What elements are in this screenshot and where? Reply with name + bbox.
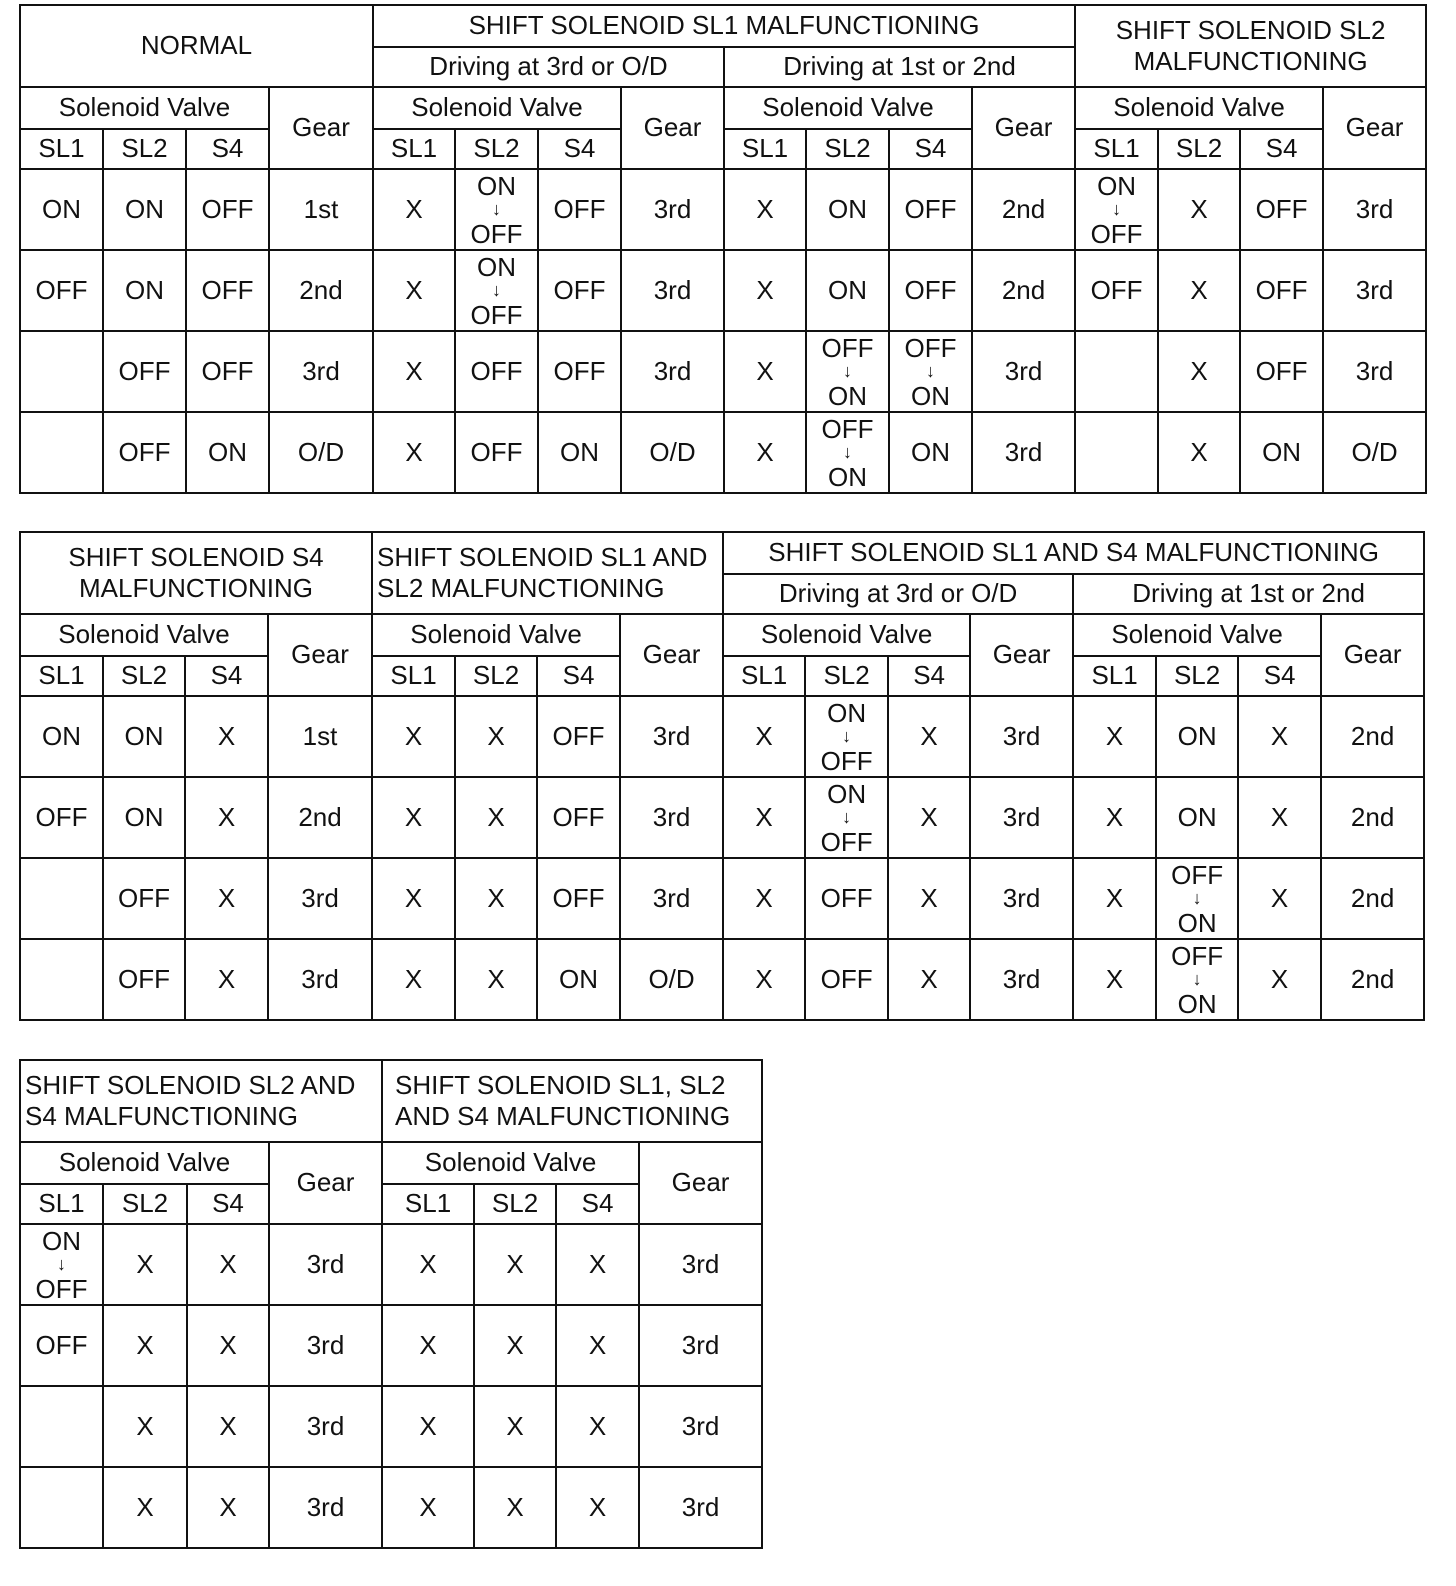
table-cell: ON (1156, 696, 1238, 777)
table-cell: 3rd (268, 939, 372, 1020)
table-cell: 2nd (269, 250, 373, 331)
sl1-col-header: SL1 (20, 656, 103, 696)
table-cell: OFF (103, 412, 186, 493)
table-cell: X (103, 1224, 187, 1305)
sl2-malfunction-title: SHIFT SOLENOID SL2 MALFUNCTIONING (1075, 5, 1426, 87)
table-cell: ON (103, 777, 185, 858)
s4-col-header: S4 (187, 1184, 269, 1224)
from-state: ON (477, 170, 516, 201)
arrow-down-icon: ↓ (843, 441, 852, 462)
table-cell: 2nd (1321, 858, 1424, 939)
table-cell (1156, 858, 1238, 939)
from-state: OFF (1171, 859, 1224, 890)
sl1-malfunction-title: SHIFT SOLENOID SL1 MALFUNCTIONING (373, 5, 1075, 47)
arrow-down-icon: ↓ (926, 360, 935, 381)
table-cell (20, 412, 103, 493)
solenoid-valve-header: Solenoid Valve (20, 614, 268, 656)
table-row (20, 169, 1426, 250)
gear-header: Gear (639, 1142, 762, 1224)
table-cell: X (455, 696, 537, 777)
solenoid-valve-header: Solenoid Valve (1075, 87, 1323, 129)
table-cell: OFF (537, 858, 620, 939)
table-cell: OFF (805, 939, 888, 1020)
s4-col-header: S4 (889, 129, 972, 169)
table-cell (1156, 939, 1238, 1020)
table-cell: OFF (537, 696, 620, 777)
table-cell: X (372, 939, 455, 1020)
table-cell: X (1238, 858, 1321, 939)
table-cell: OFF (103, 331, 186, 412)
table-cell: 3rd (1323, 169, 1426, 250)
table-cell: X (1238, 939, 1321, 1020)
table-cell: ON (103, 696, 185, 777)
table-cell: OFF (1240, 169, 1323, 250)
from-state: ON (477, 251, 516, 282)
table-row (20, 1467, 762, 1548)
table-cell: X (724, 250, 806, 331)
table-cell (20, 858, 103, 939)
state-transition (35, 1225, 88, 1304)
table-cell: OFF (103, 858, 185, 939)
table-cell: X (474, 1224, 556, 1305)
table-cell: X (474, 1467, 556, 1548)
gear-header: Gear (620, 614, 723, 696)
to-state: OFF (820, 745, 873, 776)
table-row (20, 1386, 762, 1467)
table-cell: X (373, 412, 455, 493)
table-cell: 3rd (268, 858, 372, 939)
table-cell: OFF (889, 169, 972, 250)
from-state: ON (827, 697, 867, 728)
table-cell: 3rd (621, 250, 724, 331)
table-cell: X (888, 777, 970, 858)
solenoid-valve-header: Solenoid Valve (20, 87, 269, 129)
table-cell: 3rd (639, 1224, 762, 1305)
gear-header: Gear (972, 87, 1075, 169)
table-cell (20, 1224, 103, 1305)
table-cell: X (187, 1386, 269, 1467)
table-cell: OFF (186, 250, 269, 331)
table-cell: X (888, 939, 970, 1020)
table-cell: X (103, 1305, 187, 1386)
sl1-sl2-s4-malfunction-title: SHIFT SOLENOID SL1, SL2 AND S4 MALFUNCTIONING (382, 1060, 762, 1142)
table-row (20, 696, 1424, 777)
table-cell: X (556, 1224, 639, 1305)
sl1s4-subheader-1st-2nd: Driving at 1st or 2nd (1073, 574, 1424, 614)
arrow-down-icon: ↓ (842, 725, 852, 746)
table-cell: 2nd (268, 777, 372, 858)
table-cell: X (1073, 939, 1156, 1020)
arrow-down-icon: ↓ (1112, 198, 1122, 219)
solenoid-valve-header: Solenoid Valve (382, 1142, 639, 1184)
table-cell: O/D (1323, 412, 1426, 493)
table-cell: X (1158, 169, 1240, 250)
table-cell: 3rd (269, 1224, 382, 1305)
table-row (20, 777, 1424, 858)
state-transition (820, 697, 873, 776)
table-cell: X (382, 1467, 474, 1548)
table-cell: OFF (538, 331, 621, 412)
s4-col-header: S4 (888, 656, 970, 696)
sl2-col-header: SL2 (103, 1184, 187, 1224)
to-state: OFF (820, 826, 873, 857)
table-cell: X (474, 1305, 556, 1386)
table-cell: X (724, 331, 806, 412)
table-cell: X (455, 858, 537, 939)
gear-header: Gear (1323, 87, 1426, 169)
to-state: ON (828, 380, 867, 411)
table-cell: X (185, 696, 268, 777)
arrow-down-icon: ↓ (492, 279, 501, 300)
solenoid-valve-header: Solenoid Valve (1073, 614, 1321, 656)
table-cell: X (373, 250, 455, 331)
solenoid-valve-header: Solenoid Valve (373, 87, 621, 129)
table-cell: 3rd (269, 1386, 382, 1467)
normal-title: NORMAL (20, 5, 373, 87)
table-cell: 3rd (639, 1305, 762, 1386)
table-cell: X (455, 777, 537, 858)
table-cell (20, 331, 103, 412)
table-cell: OFF (20, 777, 103, 858)
gear-header: Gear (970, 614, 1073, 696)
solenoid-valve-header: Solenoid Valve (724, 87, 972, 129)
table-cell: X (373, 169, 455, 250)
to-state: ON (911, 380, 950, 411)
table-cell: ON (1240, 412, 1323, 493)
state-transition (820, 778, 873, 857)
table-cell: 3rd (970, 939, 1073, 1020)
table-cell: 2nd (1321, 777, 1424, 858)
table-cell (805, 696, 888, 777)
sl2-col-header: SL2 (455, 656, 537, 696)
table-cell: X (1073, 858, 1156, 939)
table-cell: 1st (268, 696, 372, 777)
table-cell: ON (538, 412, 621, 493)
table-normal-sl1-sl2 (19, 4, 1427, 494)
table-cell: X (1238, 696, 1321, 777)
sl1-s4-malfunction-title: SHIFT SOLENOID SL1 AND S4 MALFUNCTIONING (723, 532, 1424, 574)
table-cell (455, 250, 538, 331)
table-cell: ON (20, 696, 103, 777)
table-cell: X (372, 858, 455, 939)
sl2-col-header: SL2 (1158, 129, 1240, 169)
sl2-col-header: SL2 (455, 129, 538, 169)
table-cell: X (185, 777, 268, 858)
table-cell: X (1158, 250, 1240, 331)
arrow-down-icon: ↓ (1192, 968, 1202, 989)
table-cell: OFF (1240, 250, 1323, 331)
table-cell: X (724, 169, 806, 250)
table-cell: OFF (186, 169, 269, 250)
table-cell: OFF (455, 331, 538, 412)
table-cell (806, 412, 889, 493)
table-cell (1075, 412, 1158, 493)
gear-header: Gear (1321, 614, 1424, 696)
to-state: OFF (1090, 218, 1143, 249)
gear-header: Gear (269, 1142, 382, 1224)
table-cell: ON (806, 169, 889, 250)
s4-col-header: S4 (185, 656, 268, 696)
table-cell: X (185, 939, 268, 1020)
table-row (20, 1224, 762, 1305)
to-state: ON (1177, 988, 1217, 1019)
table-cell: 3rd (621, 169, 724, 250)
table-cell: X (187, 1224, 269, 1305)
s4-malfunction-title: SHIFT SOLENOID S4 MALFUNCTIONING (20, 532, 372, 614)
table-cell: 1st (269, 169, 373, 250)
sl1-subheader-3rd-od: Driving at 3rd or O/D (373, 47, 724, 87)
table-cell: X (724, 412, 806, 493)
table-cell (20, 939, 103, 1020)
table-cell (455, 169, 538, 250)
table-cell: X (382, 1224, 474, 1305)
from-state: OFF (1171, 940, 1224, 971)
table-cell: X (556, 1386, 639, 1467)
table-cell: OFF (889, 250, 972, 331)
table-row (20, 939, 1424, 1020)
table-cell: OFF (538, 250, 621, 331)
gear-header: Gear (621, 87, 724, 169)
to-state: OFF (35, 1273, 88, 1304)
to-state: ON (828, 461, 867, 492)
table-cell: 2nd (972, 169, 1075, 250)
table-cell: 3rd (620, 777, 723, 858)
state-transition (470, 251, 523, 330)
table-cell: 3rd (972, 412, 1075, 493)
table-cell: X (372, 777, 455, 858)
table-cell: 3rd (269, 1467, 382, 1548)
table-row (20, 858, 1424, 939)
sl1-col-header: SL1 (372, 656, 455, 696)
table-cell: OFF (103, 939, 185, 1020)
sl1-sl2-malfunction-title: SHIFT SOLENOID SL1 AND SL2 MALFUNCTIONING (372, 532, 723, 614)
table-cell: X (382, 1386, 474, 1467)
state-transition (821, 413, 874, 492)
table-cell: 3rd (639, 1386, 762, 1467)
table-cell: X (1158, 331, 1240, 412)
sl1-col-header: SL1 (724, 129, 806, 169)
table-cell: OFF (1075, 250, 1158, 331)
table-s4-sl1sl2-sl1s4 (19, 531, 1425, 1021)
table-cell: X (888, 696, 970, 777)
table-cell: ON (20, 169, 103, 250)
table-cell: X (187, 1467, 269, 1548)
table-cell: X (373, 331, 455, 412)
table-cell: 2nd (1321, 939, 1424, 1020)
table-cell: X (185, 858, 268, 939)
table-cell (805, 777, 888, 858)
sl1-subheader-1st-2nd: Driving at 1st or 2nd (724, 47, 1075, 87)
table-cell (20, 1386, 103, 1467)
table-cell: OFF (537, 777, 620, 858)
gear-header: Gear (268, 614, 372, 696)
table-cell: X (1158, 412, 1240, 493)
table-cell: 3rd (970, 696, 1073, 777)
table-cell: X (382, 1305, 474, 1386)
table-cell: X (103, 1467, 187, 1548)
table-cell: 3rd (970, 858, 1073, 939)
from-state: ON (42, 1225, 81, 1256)
table-cell: OFF (20, 250, 103, 331)
table-cell: X (455, 939, 537, 1020)
table-cell (1075, 331, 1158, 412)
arrow-down-icon: ↓ (57, 1253, 66, 1274)
sl2-col-header: SL2 (806, 129, 889, 169)
sl1-col-header: SL1 (382, 1184, 474, 1224)
s4-col-header: S4 (538, 129, 621, 169)
sl2-col-header: SL2 (103, 656, 185, 696)
table-cell: X (474, 1386, 556, 1467)
table-cell: O/D (620, 939, 723, 1020)
s4-col-header: S4 (556, 1184, 639, 1224)
table-cell: X (1073, 696, 1156, 777)
sl1-col-header: SL1 (1073, 656, 1156, 696)
table-cell: ON (103, 250, 186, 331)
sl2-s4-malfunction-title: SHIFT SOLENOID SL2 AND S4 MALFUNCTIONING (20, 1060, 382, 1142)
table-cell: X (888, 858, 970, 939)
table-cell: X (187, 1305, 269, 1386)
to-state: ON (1177, 907, 1217, 938)
table-cell: ON (889, 412, 972, 493)
arrow-down-icon: ↓ (492, 198, 501, 219)
solenoid-valve-header: Solenoid Valve (723, 614, 970, 656)
from-state: OFF (821, 332, 874, 363)
table-cell: ON (186, 412, 269, 493)
sl2-col-header: SL2 (474, 1184, 556, 1224)
table-cell: 3rd (621, 331, 724, 412)
table-cell: 3rd (1323, 331, 1426, 412)
table-cell: X (1073, 777, 1156, 858)
table-cell: 3rd (970, 777, 1073, 858)
table-sl2s4-all (19, 1059, 763, 1549)
table-cell: OFF (455, 412, 538, 493)
from-state: ON (1097, 170, 1137, 201)
table-cell: 3rd (620, 696, 723, 777)
from-state: OFF (821, 413, 874, 444)
table-row (20, 1305, 762, 1386)
to-state: OFF (470, 299, 523, 330)
arrow-down-icon: ↓ (842, 806, 852, 827)
table-cell (1075, 169, 1158, 250)
gear-header: Gear (269, 87, 373, 169)
state-transition (470, 170, 523, 249)
sl1-col-header: SL1 (373, 129, 455, 169)
sl1s4-subheader-3rd-od: Driving at 3rd or O/D (723, 574, 1073, 614)
to-state: OFF (470, 218, 523, 249)
table-cell: OFF (538, 169, 621, 250)
table-cell (889, 331, 972, 412)
table-row (20, 250, 1426, 331)
sl1-col-header: SL1 (723, 656, 805, 696)
table-cell: X (556, 1305, 639, 1386)
table-cell: 2nd (972, 250, 1075, 331)
table-cell: 3rd (269, 1305, 382, 1386)
table-cell: X (1238, 777, 1321, 858)
sl1-col-header: SL1 (20, 129, 103, 169)
table-cell: 3rd (269, 331, 373, 412)
table-cell: 3rd (972, 331, 1075, 412)
table-cell: X (723, 939, 805, 1020)
arrow-down-icon: ↓ (843, 360, 852, 381)
sl2-col-header: SL2 (1156, 656, 1238, 696)
sl1-col-header: SL1 (20, 1184, 103, 1224)
table-row (20, 412, 1426, 493)
s4-col-header: S4 (186, 129, 269, 169)
table-cell: OFF (805, 858, 888, 939)
table-cell: OFF (186, 331, 269, 412)
sl1-col-header: SL1 (1075, 129, 1158, 169)
state-transition (904, 332, 957, 411)
table-cell: OFF (20, 1305, 103, 1386)
solenoid-valve-header: Solenoid Valve (20, 1142, 269, 1184)
sl2-col-header: SL2 (103, 129, 186, 169)
state-transition (1171, 859, 1224, 938)
table-cell: 2nd (1321, 696, 1424, 777)
table-cell: X (372, 696, 455, 777)
s4-col-header: S4 (1238, 656, 1321, 696)
solenoid-valve-header: Solenoid Valve (372, 614, 620, 656)
arrow-down-icon: ↓ (1192, 887, 1202, 908)
table-cell: X (103, 1386, 187, 1467)
table-row (20, 331, 1426, 412)
table-cell: X (723, 858, 805, 939)
table-cell: OFF (1240, 331, 1323, 412)
sl2-col-header: SL2 (805, 656, 888, 696)
table-cell: X (723, 696, 805, 777)
state-transition (1090, 170, 1143, 249)
table-cell: X (556, 1467, 639, 1548)
table-cell: O/D (269, 412, 373, 493)
state-transition (1171, 940, 1224, 1019)
table-cell: ON (1156, 777, 1238, 858)
table-cell (20, 1467, 103, 1548)
table-cell: X (723, 777, 805, 858)
table-cell: 3rd (620, 858, 723, 939)
state-transition (821, 332, 874, 411)
s4-col-header: S4 (537, 656, 620, 696)
table-cell: ON (537, 939, 620, 1020)
from-state: ON (827, 778, 867, 809)
s4-col-header: S4 (1240, 129, 1323, 169)
table-cell (806, 331, 889, 412)
from-state: OFF (904, 332, 957, 363)
table-cell: O/D (621, 412, 724, 493)
table-cell: 3rd (639, 1467, 762, 1548)
table-cell: ON (806, 250, 889, 331)
table-cell: 3rd (1323, 250, 1426, 331)
table-cell: ON (103, 169, 186, 250)
